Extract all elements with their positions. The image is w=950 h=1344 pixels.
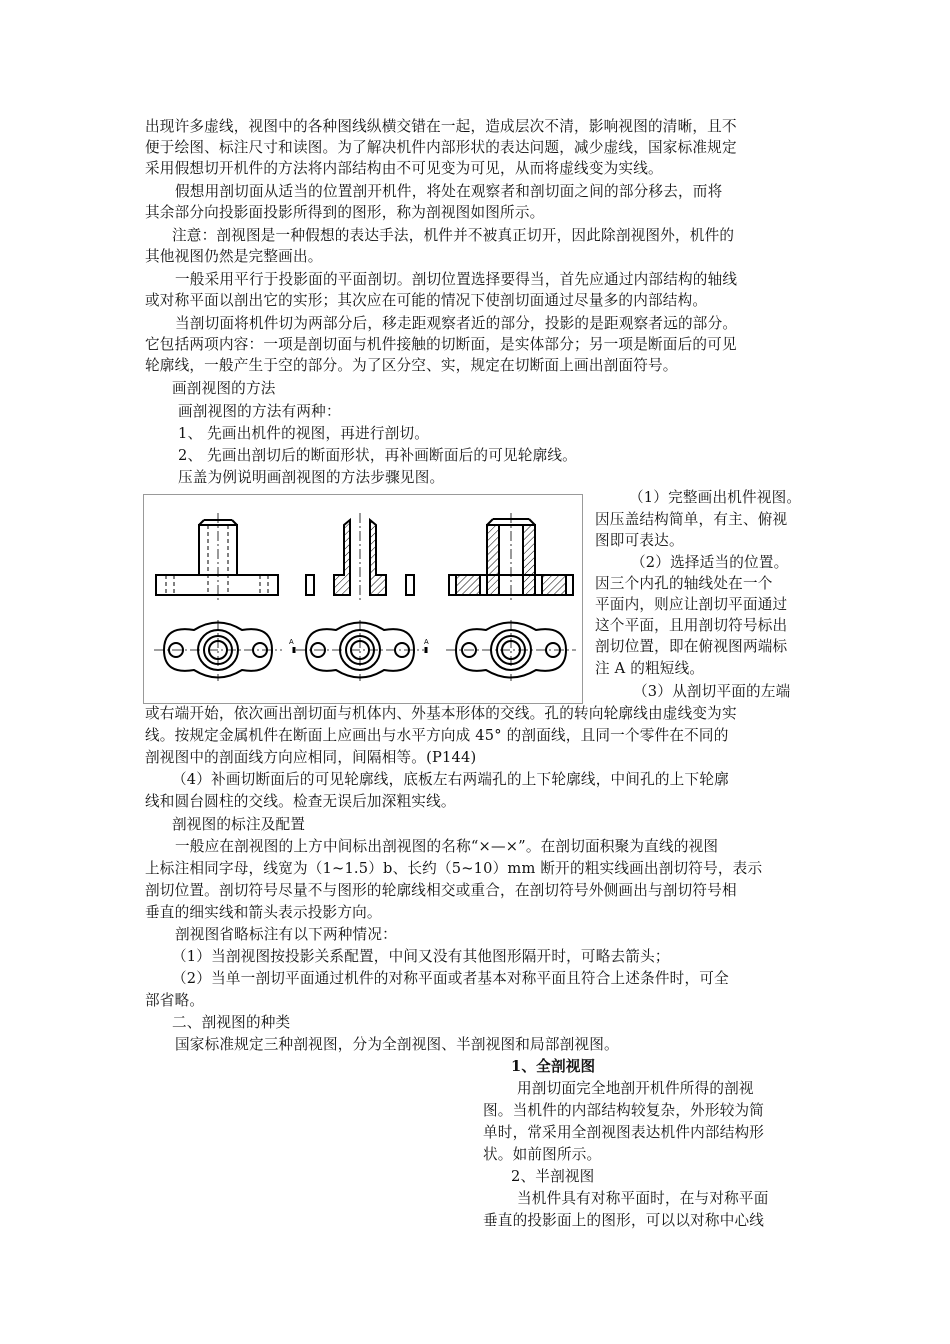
text-line: 垂直的细实线和箭头表示投影方向。 — [145, 904, 382, 921]
text-line: 当机件具有对称平面时，在与对称平面 — [517, 1190, 769, 1207]
section-heading: 画剖视图的方法 — [172, 380, 276, 397]
side-text-line: （2）选择适当的位置。 — [631, 554, 789, 571]
section-mark-label: A — [424, 639, 429, 646]
text-line: 剖视图省略标注有以下两种情况： — [175, 926, 397, 943]
text-line: 出现许多虚线，视图中的各种图线纵横交错在一起，造成层次不清，影响视图的清晰，且不 — [145, 118, 737, 135]
top-view-2 — [294, 620, 426, 681]
section-mark-label: A — [289, 639, 294, 646]
text-line: 便于绘图、标注尺寸和读图。为了解决机件内部形状的表达问题，减少虚线，国家标准规定 — [145, 139, 737, 156]
side-text-line: （3）从剖切平面的左端 — [633, 683, 791, 700]
side-text-line: 平面内，则应让剖切平面通过 — [595, 596, 788, 613]
text-line: 剖切位置。剖切符号尽量不与图形的轮廓线相交或重合，在剖切符号外侧画出与剖切符号相 — [145, 882, 737, 899]
side-text-line: 剖切位置，即在俯视图两端标 — [595, 638, 788, 655]
top-view-1 — [154, 620, 282, 681]
text-line: 剖视图中的剖面线方向应相同，间隔相等。(P144) — [145, 749, 477, 766]
text-line: 用剖切面完全地剖开机件所得的剖视 — [517, 1080, 754, 1097]
text-line: 状。如前图所示。 — [483, 1146, 602, 1163]
text-line: （1）当剖视图按投影关系配置，中间又没有其他图形隔开时，可略去箭头； — [172, 948, 670, 965]
text-line: 轮廓线，一般产生于空的部分。为了区分空、实，规定在切断面上画出剖面符号。 — [145, 357, 678, 374]
text-line: （2）当单一剖切平面通过机件的对称平面或者基本对称平面且符合上述条件时，可全 — [172, 970, 729, 987]
text-line: 其余部分向投影面投影所得到的图形，称为剖视图如图所示。 — [145, 204, 545, 221]
text-line: 它包括两项内容：一项是剖切面与机件接触的切断面，是实体部分；另一项是断面后的可见 — [145, 336, 737, 353]
text-line: 一般采用平行于投影面的平面剖切。剖切位置选择要得当，首先应通过内部结构的轴线 — [175, 271, 738, 288]
press-cover-drawing — [144, 495, 582, 703]
text-line: 其他视图仍然是完整画出。 — [145, 248, 323, 265]
section-view-figure — [143, 494, 583, 704]
text-line: 一般应在剖视图的上方中间标出剖视图的名称“×—×”。在剖切面积聚为直线的视图 — [175, 838, 719, 855]
subsection-heading: 2、半剖视图 — [511, 1168, 595, 1185]
section-outline-view — [306, 513, 414, 603]
side-text-line: 这个平面，且用剖切符号标出 — [595, 617, 788, 634]
text-line: 压盖为例说明画剖视图的方法步骤见图。 — [178, 469, 445, 486]
list-item: 2、 先画出剖切后的断面形状，再补画断面后的可见轮廓线。 — [178, 447, 577, 464]
section-heading: 剖视图的标注及配置 — [172, 816, 306, 833]
text-line: 垂直的投影面上的图形，可以以对称中心线 — [483, 1212, 765, 1229]
text-line: 当剖切面将机件切为两部分后，移走距观察者近的部分，投影的是距观察者远的部分。 — [175, 315, 738, 332]
text-line: 国家标准规定三种剖视图，分为全剖视图、半剖视图和局部剖视图。 — [175, 1036, 619, 1053]
top-view-3 — [446, 620, 576, 681]
text-line: 图。当机件的内部结构较复杂，外形较为简 — [483, 1102, 765, 1119]
section-heading: 二、剖视图的种类 — [172, 1014, 291, 1031]
side-text-line: 因压盖结构简单，有主、俯视 — [595, 511, 788, 528]
text-line: 采用假想切开机件的方法将内部结构由不可见变为可见，从而将虚线变为实线。 — [145, 160, 663, 177]
side-text-line: （1）完整画出机件视图。 — [629, 489, 802, 506]
text-line: 画剖视图的方法有两种： — [178, 403, 341, 420]
text-line: 单时，常采用全剖视图表达机件内部结构形 — [483, 1124, 765, 1141]
text-line: 或对称平面以剖出它的实形；其次应在可能的情况下使剖切面通过尽量多的内部结构。 — [145, 292, 708, 309]
front-view — [156, 513, 278, 603]
text-line: 部省略。 — [145, 992, 205, 1009]
text-line: 线和圆台圆柱的交线。检查无误后加深粗实线。 — [145, 793, 456, 810]
text-line: 注意：剖视图是一种假想的表达手法，机件并不被真正切开，因此除剖视图外，机件的 — [172, 227, 735, 244]
side-text-line: 图即可表达。 — [595, 532, 684, 549]
text-line: 上标注相同字母，线宽为（1~1.5）b、长约（5~10）mm 断开的粗实线画出剖切符号，表示 — [145, 860, 763, 877]
side-text-line: 因三个内孔的轴线处在一个 — [595, 575, 773, 592]
text-line: 或右端开始，依次画出剖切面与机体内、外基本形体的交线。孔的转向轮廓线由虚线变为实 — [145, 705, 737, 722]
full-section-view — [449, 513, 573, 603]
subsection-heading: 1、全剖视图 — [511, 1058, 596, 1075]
list-item: 1、 先画出机件的视图，再进行剖切。 — [178, 425, 430, 442]
text-line: 假想用剖切面从适当的位置剖开机件，将处在观察者和剖切面之间的部分移去，而将 — [175, 183, 723, 200]
side-text-line: 注 A 的粗短线。 — [595, 660, 705, 677]
text-line: （4）补画切断面后的可见轮廓线，底板左右两端孔的上下轮廓线，中间孔的上下轮廓 — [172, 771, 729, 788]
text-line: 线。按规定金属机件在断面上应画出与水平方向成 45° 的剖面线，且同一个零件在不同的 — [145, 727, 729, 744]
